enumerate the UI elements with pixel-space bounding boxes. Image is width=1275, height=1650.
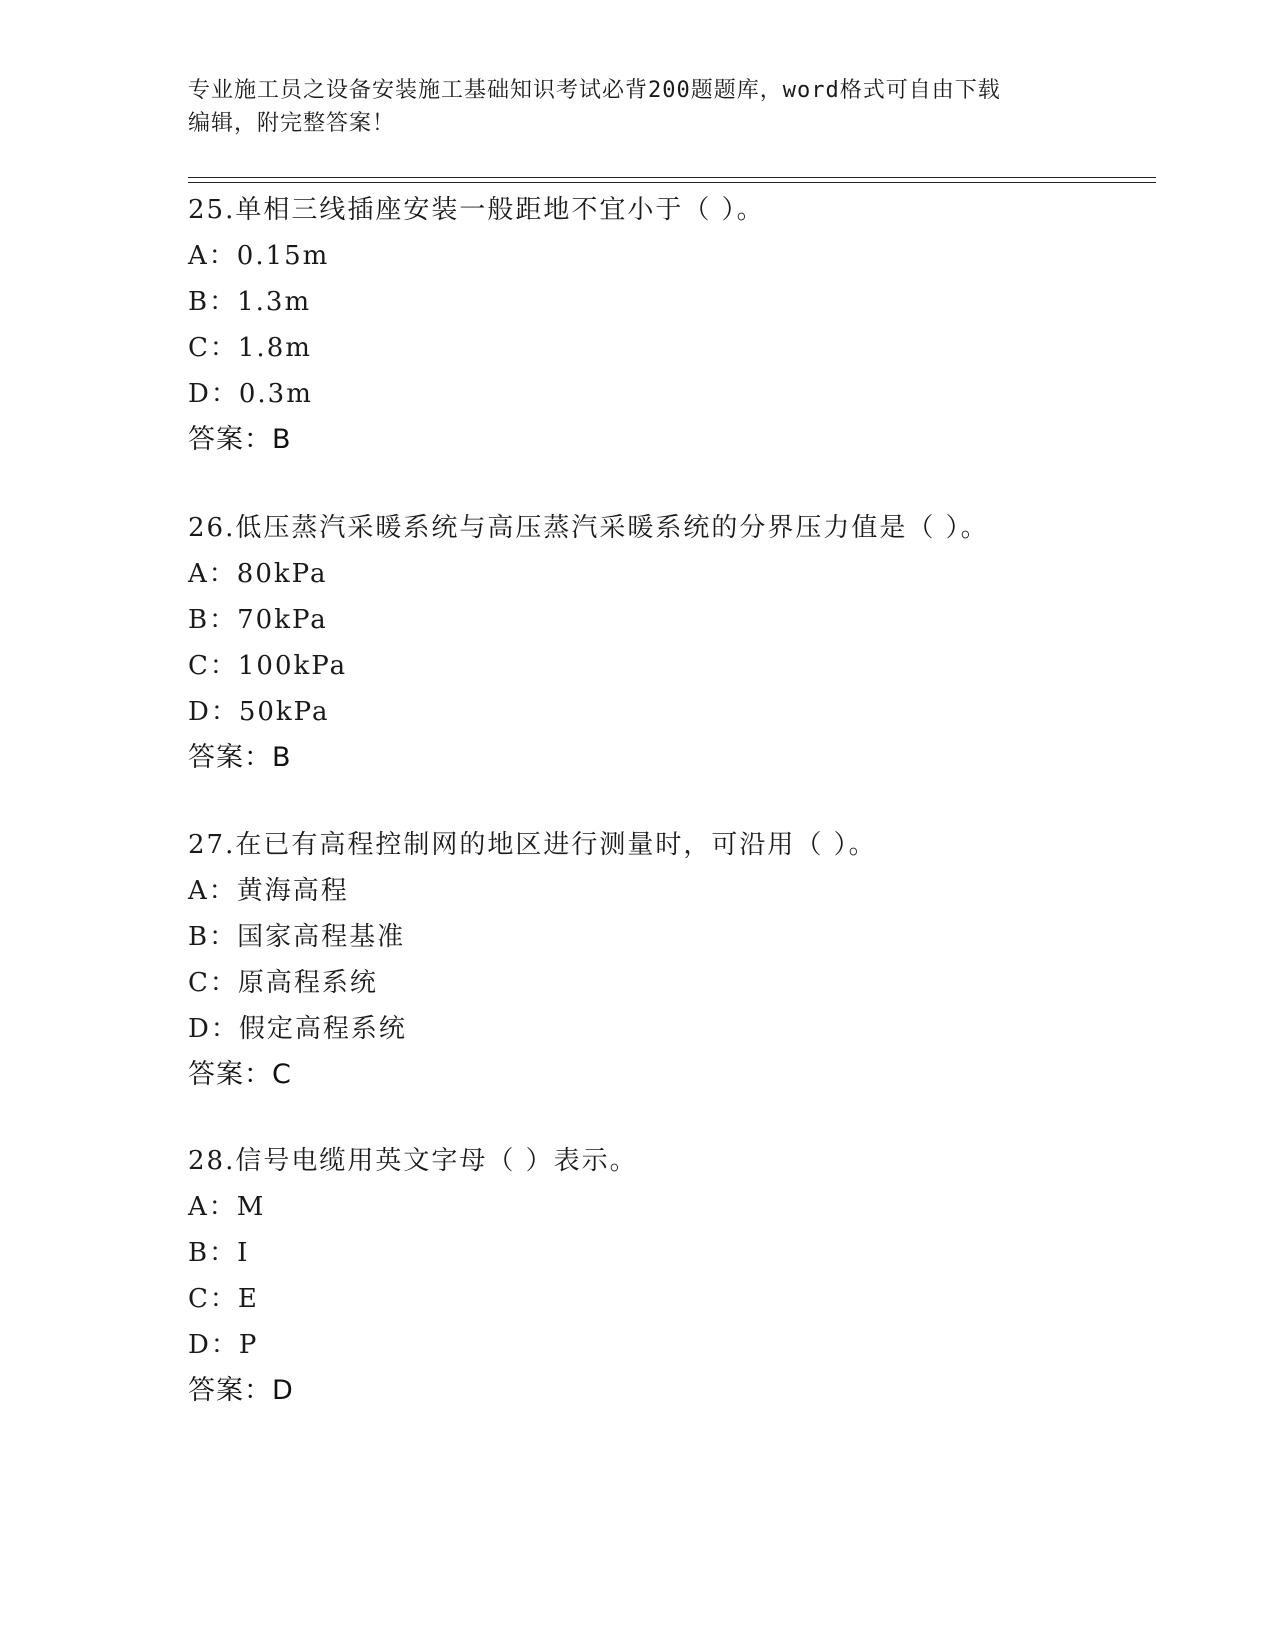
question-stem: 26.低压蒸汽采暖系统与高压蒸汽采暖系统的分界压力值是（ ）。 — [188, 513, 989, 543]
question-27 — [188, 822, 1148, 1098]
answer: 答案：C — [188, 1059, 292, 1090]
header-divider-bottom — [188, 182, 1156, 183]
question-25 — [188, 187, 1148, 463]
answer: 答案：B — [188, 742, 292, 773]
question-stem: 28.信号电缆用英文字母（ ）表示。 — [188, 1146, 638, 1176]
document-header — [188, 74, 1088, 140]
question-stem: 25.单相三线插座安装一般距地不宜小于（ ）。 — [188, 195, 765, 225]
option-c: C：原高程系统 — [188, 968, 378, 998]
option-c: C：E — [188, 1284, 259, 1314]
option-d: D：50kPa — [188, 697, 330, 727]
option-b: B：1.3m — [188, 287, 312, 317]
answer: 答案：B — [188, 424, 292, 455]
option-a: A：80kPa — [188, 559, 328, 589]
question-28 — [188, 1138, 1148, 1414]
header-line-1: 专业施工员之设备安装施工基础知识考试必背200题题库，word格式可自由下载 — [188, 78, 1001, 103]
question-stem: 27.在已有高程控制网的地区进行测量时，可沿用（ ）。 — [188, 830, 877, 860]
answer: 答案：D — [188, 1375, 294, 1406]
option-b: B：I — [188, 1238, 250, 1268]
option-c: C：100kPa — [188, 651, 348, 681]
option-b: B：国家高程基准 — [188, 922, 406, 952]
option-c: C：1.8m — [188, 333, 312, 363]
option-d: D：P — [188, 1330, 259, 1360]
header-divider-top — [188, 177, 1156, 178]
option-b: B：70kPa — [188, 605, 328, 635]
option-a: A：0.15m — [188, 241, 330, 271]
option-a: A：M — [188, 1192, 266, 1222]
option-d: D：0.3m — [188, 379, 313, 409]
question-26 — [188, 505, 1148, 781]
header-line-2: 编辑，附完整答案！ — [188, 111, 396, 136]
option-d: D：假定高程系统 — [188, 1014, 407, 1044]
option-a: A：黄海高程 — [188, 876, 349, 906]
